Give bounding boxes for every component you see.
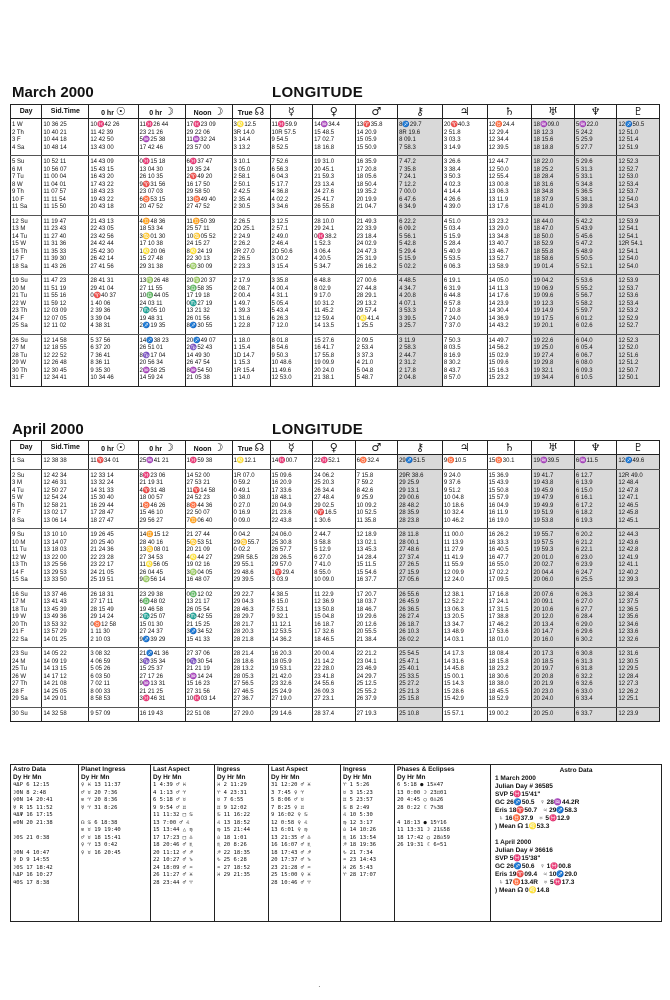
april-week-block (11, 648, 660, 708)
mercury-icon: ☿ (287, 105, 295, 118)
april-noon-cell: 22 51 08 (185, 707, 232, 722)
april-node-cell: 27 29.0 (232, 707, 270, 722)
page-mark: · (318, 982, 321, 991)
moon-icon: ☽ (164, 441, 174, 454)
april-pluto-cell: 12 38.4 12 37.5 12 36.5 12 35.6 12 34.6 12 33.6 12 32.6 (617, 588, 660, 648)
march-chiron-cell: 4 48.5 4 34.7 4 20.8 4 07.1 3 53.3 3 39.5 3 25.7 (398, 275, 443, 335)
phases-list: 6 5:18 ● 15♓47 13 0:00 ☽ 23♊01 20 4:45 ○ 0♎26 28 0:22 ☾ 7♑38 4 18:13 ● 15♈16 11 13:31 ☽ 21♋58 18 17:42 ○ 28♎59 26 19:31 ☾ 6♒51 (397, 782, 450, 848)
march-pluto-cell: 12 52.3 12 52.0 12 51.6 12 51.2 12 50.7 12 50.1 (617, 334, 660, 386)
march-neptune-header (574, 105, 617, 119)
march-mars-cell: 16 35.9 17 20.8 18 05.6 18 50.4 19 35.2 20 19.9 21 04.7 (355, 156, 398, 216)
april-uranus-cell: 19 55.7 19 57.5 19 59.3 20 01.0 20 02.7 20 04.4 20 06.0 (532, 529, 575, 589)
april-sun-cell: 3 08 32 4 06 59 5 05 26 6 03 50 7 02 11 8 00 33 8 58 53 (89, 648, 138, 708)
april-day-cell: 30 Su (11, 707, 42, 722)
april-mercury-cell: 4 38.5 6 15.0 7 53.1 9 32.1 11 12.1 12 53.5 14 36.2 (270, 588, 313, 648)
march-mercury-cell: 3 35.8 4 00.4 4 31.1 5 05.4 5 43.4 6 26.3 7 12.0 (270, 275, 313, 335)
april-true-node-header: True ☊ (232, 441, 270, 455)
march-jupiter-cell: 6 19.1 6 31.9 6 44.8 6 57.8 7 10.8 7 24.0 7 37.0 (442, 275, 487, 335)
march-sid-cell: 10 52 11 10 56 07 11 00 04 11 04 01 11 07 57 11 11 54 11 15 50 (42, 156, 89, 216)
march-venus-cell: 14♒34.4 15 48.5 17 02.7 18 16.8 (313, 119, 356, 156)
april-node-cell: 1♌12.1 (232, 455, 270, 470)
april-day-cell: 16 Su 17 M 18 Tu 19 W 20 Th 21 F 22 Sa (11, 588, 42, 648)
march-noon-cell: 11♊50 39 25 57 11 10♋05 52 24 15 27 8♌24 19 22 30 13 6♍30 09 (185, 215, 232, 275)
march-uranus-cell: 19 22.6 19 25.0 19 27.4 19 29.8 19 32.1 19 34.4 (532, 334, 575, 386)
march-mercury-cell: 8 01.8 8 54.6 9 50.3 10 48.6 11 49.6 12 53.0 (270, 334, 313, 386)
march-noon-cell: 17♓23 09 29 22 06 11♒32 24 23 57 00 (185, 119, 232, 156)
aspects-panel (10, 764, 662, 922)
march-moon-cell: 11♓26 44 23 21 26 5♒25 38 17 42 46 (138, 119, 185, 156)
march-saturn-cell: 14 05.0 14 11.3 14 17.6 14 23.9 14 30.4 14 36.9 14 43.2 (487, 275, 532, 335)
ingress-heading: Ingress (217, 766, 241, 773)
april-chiron-cell: 29R 38.6 29 25.9 29 13.1 29 00.6 28 48.2 28 35.9 28 23.8 (398, 469, 443, 529)
phases-heading: Phases & Eclipses (397, 766, 455, 773)
ingress-subheading: Dy Hr Mn (217, 774, 246, 781)
march-mars-cell: 13♈35.8 14 20.9 15 05.9 15 50.9 (355, 119, 398, 156)
last-aspect-heading-2: Last Aspect (271, 766, 308, 773)
ingress-list-2: ♈ 1 5:26 ♉ 3 15:23 ♊ 5 23:57 ♋ 8 2:49 ♌ 10 5:30 ♍ 12 3:17 ♎ 14 10:26 ♏ 16 13:54 ♐ 18 19:36 ♑ 21 7:34 ♒ 23 14:43 ♓ 26 5:43 ♈ 28 17:07 (343, 782, 377, 878)
march-day-cell: 19 Su 20 M 21 Tu 22 W 23 Th 24 F 25 Sa (11, 275, 42, 335)
planet-ingress-subheading: Dy Hr Mn (81, 774, 110, 781)
march-header-row (11, 105, 660, 119)
march-day-cell: 5 Su 6 M 7 Tu 8 W 9 Th 10 F 11 Sa (11, 156, 42, 216)
april-moon-cell: 16 19 43 (138, 707, 185, 722)
march-jupiter-cell: 3 26.6 3 38.4 3 50.3 4 02.3 4 14.4 4 26.6 4 39.0 (442, 156, 487, 216)
april-mars-cell: 27 19.3 (355, 707, 398, 722)
april-neptune-header (574, 441, 617, 455)
april-week-block (11, 469, 660, 529)
phases-column (395, 765, 491, 921)
march-pluto-cell: 12 52.3 12 52.7 12 53.0 12 53.4 12 53.7 12 54.0 12 54.3 (617, 156, 660, 216)
april-sid-cell: 13 10 10 13 14 07 13 18 03 13 22 00 13 25 56 13 29 53 13 33 50 (42, 529, 89, 589)
march-day-header: Day (11, 105, 42, 119)
april-chiron-cell: 25 54.5 25 47.1 25 40.1 25 33.5 25 27.2 25 21.3 25 15.8 (398, 648, 443, 708)
march-noon-cell: 20♍20 37 3♎58 35 17 19 18 0♏27 19 13 21 32 26 01 56 8♐30 55 (185, 275, 232, 335)
march-ephemeris-table (10, 104, 660, 387)
april-uranus-cell: 20 17.3 20 18.5 20 19.7 20 20.8 20 21.9 20 23.0 20 24.0 (532, 648, 575, 708)
april-chiron-cell: 26 55.6 26 45.9 26 36.5 26 27.4 26 18.7 26 10.3 26 02.2 (398, 588, 443, 648)
april-sid-cell: 14 32 58 (42, 707, 89, 722)
march-mercury-cell: 11♓59.9 10R 57.5 9 54.5 8 52.5 (270, 119, 313, 156)
mercury-icon: ☿ (287, 441, 295, 454)
march-neptune-cell: 5 29.6 5 31.3 5 33.1 5 34.8 5 36.5 5 38.1 5 39.8 (574, 156, 617, 216)
march-chiron-header (398, 105, 443, 119)
april-noon-cell: 21 27 44 5♋53 51 20 21 09 4♌44 27 19 02 16 3♍04 05 16 48 07 (185, 529, 232, 589)
astro-data-heading: Astro Data (13, 766, 46, 773)
saturn-icon: ♄ (504, 105, 515, 118)
saturn-icon: ♄ (504, 441, 515, 454)
last-aspect-subheading-2: Dy Hr Mn (271, 774, 300, 781)
march-week-block (11, 156, 660, 216)
march-uranus-header (532, 105, 575, 119)
april-title: April 2000 (12, 421, 84, 438)
march-day-cell: 26 Su 27 M 28 Tu 29 W 30 Th 31 F (11, 334, 42, 386)
april-chiron-cell: 28 11.8 28 00.1 27 48.6 27 37.4 27 26.5 27 15.9 27 05.6 (398, 529, 443, 589)
march-node-cell: 2 17.9 2 08.7 2 00.4 1 49.7 1 39.3 1 31.6 1 22.8 (232, 275, 270, 335)
april-sun-cell: 26 18 31 27 17 11 28 15 49 29 14 24 0♉12 58 1 11 30 2 10 03 (89, 588, 138, 648)
mars-icon: ♂ (371, 105, 382, 118)
april-sun-header: 0 hr ☉ (89, 441, 138, 455)
april-sun-cell: 11♈34 01 (89, 455, 138, 470)
april-uranus-cell: 19 41.7 19 43.8 19 45.9 19 47.9 19 49.9 19 51.9 19 53.8 (532, 469, 575, 529)
march-mars-cell: 27 00.6 27 44.8 28 29.1 29 13.2 29 57.4 0♌41.4 1 25.5 (355, 275, 398, 335)
april-mercury-cell: 15 09.6 16 20.9 17 33.6 18 48.1 20 04.9 21 23.6 22 43.8 (270, 469, 313, 529)
phases-subheading: Dy Hr Mn (397, 774, 426, 781)
march-mars-cell: 21 49.3 22 33.9 23 18.4 24 02.9 24 47.3 25 31.9 26 16.2 (355, 215, 398, 275)
april-header-row (11, 441, 660, 455)
jupiter-icon: ♃ (459, 105, 470, 118)
uranus-icon: ♅ (548, 441, 559, 454)
march-node-cell: 1 18.0 1 15.4 1D 14.7 1 15.3 1R 15.4 1 14.0 (232, 334, 270, 386)
april-venus-cell: 11 22.9 12 36.9 13 50.8 15 04.8 16 18.7 17 32.6 18 46.5 (313, 588, 356, 648)
april-neptune-cell: 6 30.8 6 31.3 6 31.8 6 32.2 6 32.6 6 33.0 6 33.4 (574, 648, 617, 708)
pluto-icon: ♇ (633, 105, 644, 118)
april-week-block (11, 588, 660, 648)
moon-icon: ☽ (164, 105, 174, 118)
april-sun-cell: 12 33 14 13 32 24 14 31 33 15 30 40 16 29 44 17 28 47 18 27 47 (89, 469, 138, 529)
last-aspect-column-2 (269, 765, 341, 921)
planet-ingress-heading: Planet Ingress (81, 766, 126, 773)
march-jupiter-cell: 7 50.3 8 03.5 8 16.9 8 30.2 8 43.7 8 57.0 (442, 334, 487, 386)
april-venus-header (313, 441, 356, 455)
march-saturn-cell: 12 44.7 12 50.0 12 55.4 13 00.8 13 06.3 13 11.9 13 17.6 (487, 156, 532, 216)
march-pluto-cell: 12♐50.5 12 51.0 12 51.4 12 51.9 (617, 119, 660, 156)
march-title: March 2000 (12, 84, 94, 101)
april-node-cell: 0 04.2 29♋55.7 0 02.2 29R 58.5 29 55.1 29 48.6 29 39.5 (232, 529, 270, 589)
venus-icon: ♀ (329, 441, 338, 454)
march-uranus-cell: 18 44.0 18 47.0 18 50.0 18 52.9 18 55.8 18 58.6 19 01.4 (532, 215, 575, 275)
march-saturn-cell: 14 49.7 14 56.2 15 02.9 15 09.6 15 16.3 15 23.2 (487, 334, 532, 386)
april-chiron-header (398, 441, 443, 455)
april-longitude-title: LONGITUDE (272, 421, 364, 438)
march-jupiter-header (442, 105, 487, 119)
april-day-cell: 23 Su 24 M 25 Tu 26 W 27 Th 28 F 29 Sa (11, 648, 42, 708)
april-ephemeris-table (10, 440, 660, 722)
april-week-block (11, 529, 660, 589)
april-uranus-cell: 20 07.6 20 09.1 20 10.6 20 12.0 20 13.4 20 14.7 20 16.0 (532, 588, 575, 648)
april-pluto-cell: 12 23.9 (617, 707, 660, 722)
april-jupiter-cell: 9 24.0 9 37.6 9 51.2 10 04.8 10 18.6 10 32.4 10 46.2 (442, 469, 487, 529)
april-moon-header: 0 hr ☽ (138, 441, 185, 455)
april-uranus-header (532, 441, 575, 455)
april-mercury-cell: 14♓00.7 (270, 455, 313, 470)
april-mars-cell: 12 18.9 13 02.1 13 45.3 14 28.4 15 11.5 15 54.6 16 37.7 (355, 529, 398, 589)
april-pluto-cell: 12R 49.0 12 48.4 12 47.8 12 47.1 12 46.5 12 45.8 12 45.1 (617, 469, 660, 529)
march-mercury-cell: 3 12.5 2 57.1 2 49.0 2 46.4 2D 50.6 3 00.2 3 15.4 (270, 215, 313, 275)
uranus-icon: ♅ (548, 105, 559, 118)
march-noon-cell: 6♓37 47 19 35 24 2♈49 20 16 17 50 29 58 50 13♉49 40 27 47 52 (185, 156, 232, 216)
april-moon-cell: 25♒41 21 (138, 455, 185, 470)
april-jupiter-cell: 14 17.3 14 31.6 14 45.8 15 00.1 15 14.3 15 28.6 15 42.9 (442, 648, 487, 708)
march-pluto-cell: 12 53.9 12 53.7 12 53.6 12 53.4 12 53.2 12 52.9 12 52.7 (617, 275, 660, 335)
april-pluto-cell: 12 44.3 12 43.6 12 42.8 12 41.9 12 41.1 12 40.2 12 39.3 (617, 529, 660, 589)
march-sun-cell: 14 43 09 15 43 15 16 43 20 17 43 22 18 43 23 19 43 22 20 43 18 (89, 156, 138, 216)
ingress-column (215, 765, 269, 921)
march-mercury-header (270, 105, 313, 119)
april-saturn-cell: 15 36.9 15 43.9 15 50.8 15 57.9 16 04.9 16 11.9 16 19.0 (487, 469, 532, 529)
april-jupiter-cell: 9♉10.5 (442, 455, 487, 470)
april-node-cell: 28 21.4 28 18.6 28 13.2 28 05.3 27 56.5 27 46.5 27 36.7 (232, 648, 270, 708)
april-jupiter-header (442, 441, 487, 455)
planet-ingress-column (79, 765, 151, 921)
march-chiron-cell: 8♐29.7 8R 19.6 8 09.1 7 58.3 (398, 119, 443, 156)
march-day-cell: 12 Su 13 M 14 Tu 15 W 16 Th 17 F 18 Sa (11, 215, 42, 275)
april-neptune-cell: 6♒11.5 (574, 455, 617, 470)
april-saturn-cell: 17 16.8 17 24.1 17 31.5 17 38.8 17 46.2 17 53.6 18 01.0 (487, 588, 532, 648)
april-mercury-cell: 16 20.3 18 05.9 19 53.1 21 42.0 23 32.6 25 24.9 27 19.0 (270, 648, 313, 708)
march-noon-moon-header: Noon ☽ (185, 105, 232, 119)
april-chiron-cell: 25 10.8 (398, 707, 443, 722)
march-venus-cell: 28 10.0 29 24.1 0♓38.2 1 52.3 3 06.4 4 20.5 5 34.7 (313, 215, 356, 275)
ingress-column-2 (341, 765, 395, 921)
april-venus-cell: 28 37.4 (313, 707, 356, 722)
pluto-icon: ♇ (633, 441, 644, 454)
march-week-block (11, 119, 660, 156)
march-sid-cell: 11 19 47 11 23 43 11 27 40 11 31 36 11 35 33 11 39 30 11 43 26 (42, 215, 89, 275)
march-mercury-cell: 7 52.6 6 56.3 6 04.3 5 17.7 4 36.8 4 02.2 3 34.6 (270, 156, 313, 216)
mars-icon: ♂ (371, 441, 382, 454)
april-sun-cell: 19 26 45 20 25 40 21 24 36 22 23 28 23 22 17 24 21 05 25 19 51 (89, 529, 138, 589)
april-saturn-cell: 19 00.2 (487, 707, 532, 722)
march-saturn-cell: 13 23.2 13 29.0 13 34.8 13 40.7 13 46.7 13 52.7 13 58.9 (487, 215, 532, 275)
april-mercury-cell: 24 06.0 25 30.8 26 57.7 28 26.5 29 57.0 1♈29.4 3 03.9 (270, 529, 313, 589)
april-saturn-header (487, 441, 532, 455)
april-saturn-cell: 16 26.2 16 33.3 16 40.5 16 47.7 16 55.0 17 02.2 17 09.5 (487, 529, 532, 589)
april-mars-cell: 17 20.7 18 03.7 18 46.7 19 29.6 20 12.6 20 55.5 21 38.4 (355, 588, 398, 648)
april-sun-cell: 9 57 09 (89, 707, 138, 722)
venus-icon: ♀ (329, 105, 338, 118)
last-aspect-heading: Last Aspect (153, 766, 190, 773)
march-week-block (11, 275, 660, 335)
march-saturn-header (487, 105, 532, 119)
neptune-icon: ♆ (590, 441, 601, 454)
march-node-cell: 3 10.1 3 05.0 2 58.1 2 50.1 2 42.5 2 35.4 2 30.5 (232, 156, 270, 216)
last-aspect-subheading: Dy Hr Mn (153, 774, 182, 781)
neptune-icon: ♆ (590, 105, 601, 118)
march-sun-cell: 28 41 31 29 41 04 0♈40 37 1 40 06 2 39 36 3 39 04 4 38 31 (89, 275, 138, 335)
april-venus-cell: 22♓52.1 (313, 455, 356, 470)
april-day-cell: 2 Su 3 M 4 Tu 5 W 6 Th 7 F 8 Sa (11, 469, 42, 529)
april-noon-cell: 0♎12 02 13 21 17 26 05 54 8♏42 55 21 15 25 3♐34 52 15 41 33 (185, 588, 232, 648)
april-venus-cell: 2 44.7 3 58.8 5 12.9 6 27.0 7 41.0 8 55.0 10 09.0 (313, 529, 356, 589)
march-sun-header: 0 hr ☉ (89, 105, 138, 119)
sun-icon: ☉ (115, 441, 126, 454)
march-node-cell: 3♌12.5 3R 14.0 3 14.4 3 13.2 (232, 119, 270, 156)
march-moon-cell: 14♐38 23 26 51 01 8♑17 04 20 56 34 2♒58 25 14 59 24 (138, 334, 185, 386)
march-chiron-cell: 7 47.2 7 35.8 7 24.1 7 12.2 7 00.0 6 47.6 6 34.9 (398, 156, 443, 216)
april-week-block (11, 455, 660, 470)
march-uranus-cell: 18 22.0 18 25.2 18 28.4 18 31.6 18 34.8 18 37.9 18 41.0 (532, 156, 575, 216)
last-aspect-column (151, 765, 215, 921)
april-venus-cell: 24 06.2 25 20.3 26 34.4 27 48.4 29 02.5 0♈16.5 1 30.6 (313, 469, 356, 529)
march-chiron-cell: 3 11.9 2 58.3 2 44.7 2 31.2 2 17.8 2 04.8 (398, 334, 443, 386)
april-moon-cell: 21♐41 36 3♑35 34 15 25 37 27 17 26 9♒13 31 21 21 25 3♓46 31 (138, 648, 185, 708)
march-pluto-header (617, 105, 660, 119)
sun-icon: ☉ (115, 105, 126, 118)
astro-data-list: ♃ΔP 6 12:15 ☽0N 8 2:48 ♀0N 14 20:41 ☿ R 15 11:52 ♃ΔΨ 16 17:15 ⊙0N 20 21:38 ☽0S 21 0:38 ☽0N 4 10:47 ☿ D 9 14:55 ☽0S 17 18:42 ♄ΔP 16 10:27 ♃0S 17 8:38 (13, 782, 53, 886)
march-sidereal-time-header: Sid.Time (42, 105, 89, 119)
march-venus-cell: 19 31.0 20 45.1 21 59.3 23 13.4 24 27.6 25 41.7 26 55.8 (313, 156, 356, 216)
astro-summary-text: 1 March 2000 Julian Day # 36585 SVP 5♓15'41" GC 26♐50.5 ♀ 28♒44.2R Eris 18♈50.7 ♃ 29♐58.3 ♄ 16♉37.9 ♅ 5♓12.9 ) Mean ☊ 1♌53.3 1 April 2000 Julian Day # 36616 SVP 5♓15'38" GC 26♐50.6 ♀ 1♓00.8 Eris 19♈09.4 ♃ 10♐29.0 ♄ 17♉13.4R ♅ 5♓17.3 ) Mean ☊ 0♌14.8 (495, 775, 580, 894)
march-sun-cell: 10♓42 26 11 42 39 12 42 50 13 43 00 (89, 119, 138, 156)
ingress-heading-2: Ingress (343, 766, 367, 773)
april-mercury-header (270, 441, 313, 455)
april-mars-cell: 7 15.8 7 59.2 8 42.6 9 25.9 10 09.2 10 52.5 11 35.8 (355, 469, 398, 529)
april-neptune-cell: 6 12.7 6 13.9 6 15.0 6 16.1 6 17.2 6 18.2 6 19.3 (574, 469, 617, 529)
noon-moon-icon: ☽ (213, 441, 224, 454)
april-venus-cell: 20 00.4 21 14.2 22 28.0 23 41.8 24 55.6 26 09.3 27 23.1 (313, 648, 356, 708)
april-node-cell: 29 22.7 29 04.3 28 46.3 28 29.7 28 21.7 28 20.3 28 21.8 (232, 588, 270, 648)
jupiter-icon: ♃ (459, 441, 470, 454)
planet-ingress-list: ♀ ♓ 13 11:37 ♂ ♉ 20 7:36 ⊙ ♈ 20 8:36 ☿ ♈ 31 8:26 ☊ ♋ 6 18:38 ⊙ ♉ 19 19:40 ♂ ♉ 18 15:41 ♀ ♈ 13 0:42 ♀ ♉ 16 20:45 (81, 782, 121, 856)
april-moon-cell: 14♊15 12 28 40 16 13♋08 01 27 34 53 11♌56 05 26 04 45 9♍56 14 (138, 529, 185, 589)
april-uranus-cell: 19♒39.5 (532, 455, 575, 470)
march-week-block (11, 334, 660, 386)
last-aspect-list: 1 4:39 ♂ ♓ 4 1:13 ♂ ♈ 6 5:18 ♂ ♉ 9 9:54 ♂ ♊ 11 11:32 □ ♋ 13 7:00 ♂ ♌ 15 13:44 △ ♍ 17 17:23 □ ♎ 18 20:46 ♂ ♏ 20 11:12 ♂ ♐ 22 10:27 ♂ ♑ 24 18:09 ♂ ♒ 26 11:27 ♂ ♓ 28 23:44 ♂ ♈ (153, 782, 193, 886)
march-chiron-cell: 6 22.2 6 09.2 5 56.1 5 42.8 5 29.4 5 15.9 5 02.2 (398, 215, 443, 275)
april-pluto-cell: 12♐49.6 (617, 455, 660, 470)
april-body (11, 455, 660, 722)
april-mars-cell: 22 21.2 23 04.1 23 46.9 24 29.7 25 12.5 25 55.2 26 37.9 (355, 648, 398, 708)
april-uranus-cell: 20 25.0 (532, 707, 575, 722)
april-mercury-cell: 29 14.6 (270, 707, 313, 722)
april-neptune-cell: 6 26.3 6 27.0 6 27.7 6 28.4 6 29.0 6 29.6 6 30.2 (574, 588, 617, 648)
april-day-cell: 9 Su 10 M 11 Tu 12 W 13 Th 14 F 15 Sa (11, 529, 42, 589)
april-sidereal-time-header: Sid.Time (42, 441, 89, 455)
april-saturn-cell: 15♉30.1 (487, 455, 532, 470)
march-moon-cell: 4♊48 36 18 53 34 3♋01 30 17 10 38 1♌20 06 15 27 48 29 31 38 (138, 215, 185, 275)
march-pluto-cell: 12 53.9 12 54.1 12 54.1 12R 54.1 12 54.1 12 54.0 12 54.0 (617, 215, 660, 275)
march-jupiter-cell: 4 51.0 5 03.4 5 15.9 5 28.4 5 40.9 5 53.5 6 06.3 (442, 215, 487, 275)
april-jupiter-cell: 11 00.0 11 13.9 11 27.9 11 41.9 11 55.9 12 09.9 12 24.0 (442, 529, 487, 589)
april-moon-cell: 23 29 38 6♎48 02 19 46 58 2♏25 07 15 01 30 27 24 37 9♐39 29 (138, 588, 185, 648)
march-saturn-cell: 12♉24.4 12 29.4 12 34.4 12 39.5 (487, 119, 532, 156)
april-mars-header (355, 441, 398, 455)
april-saturn-cell: 18 08.4 18 15.8 18 23.2 18 30.6 18 38.0 18 45.5 18 52.9 (487, 648, 532, 708)
astro-data-column (11, 765, 79, 921)
march-true-node-header: True ☊ (232, 105, 270, 119)
march-sun-cell: 5 37 56 6 37 20 7 36 41 8 36 11 9 35 30 10 34 46 (89, 334, 138, 386)
april-noon-moon-header: Noon ☽ (185, 441, 232, 455)
chiron-icon: ⚷ (415, 441, 424, 454)
march-neptune-cell: 6 04.0 6 05.4 6 06.7 6 08.0 6 09.3 6 10.5 (574, 334, 617, 386)
true-node-icon: ☊ (254, 105, 265, 118)
march-moon-cell: 13♍26 48 27 11 55 10♎44 05 24 03 11 7♏05 10 19 48 31 2♐19 35 (138, 275, 185, 335)
true-node-icon: ☊ (254, 441, 265, 454)
april-sid-cell: 14 05 22 14 09 19 14 13 15 14 17 12 14 21 08 14 25 05 14 29 01 (42, 648, 89, 708)
march-neptune-cell: 5 53.6 5 55.2 5 56.7 5 58.2 5 59.7 6 01.2 6 02.6 (574, 275, 617, 335)
april-sid-cell: 12 42 34 12 46 31 12 50 27 12 54 24 12 58 21 13 02 17 13 06 14 (42, 469, 89, 529)
march-venus-cell: 15 27.6 16 41.7 17 55.8 19 09.9 20 24.0 21 38.1 (313, 334, 356, 386)
april-jupiter-cell: 12 38.1 12 52.2 13 06.3 13 20.5 13 34.7 13 48.9 14 03.1 (442, 588, 487, 648)
april-sid-cell: 13 37 46 13 41 43 13 45 39 13 49 36 13 53 32 13 57 29 14 01 25 (42, 588, 89, 648)
april-noon-cell: 27 37 06 9♑30 54 21 21 19 3♒14 24 15 16 23 27 31 56 10♓03 14 (185, 648, 232, 708)
march-week-block (11, 215, 660, 275)
april-day-header: Day (11, 441, 42, 455)
march-uranus-cell: 18♒09.0 18 12.3 18 15.6 18 18.8 (532, 119, 575, 156)
ingress-list: ♓ 2 11:29 ♈ 4 23:31 ♉ 7 6:55 ♊ 9 12:02 ♋ 11 16:22 ♌ 13 18:52 ♍ 15 21:44 ♎ 18 1:01 ♏ 20 8:26 ♐ 22 18:35 ♑ 25 6:28 ♒ 27 18:52 ♓ 29 21:35 (217, 782, 251, 878)
march-sid-cell: 10 36 25 10 40 21 10 44 18 10 48 14 (42, 119, 89, 156)
march-jupiter-cell: 20♈40.3 2 51.8 3 03.3 3 14.9 (442, 119, 487, 156)
astro-summary-heading: Astro Data (559, 767, 593, 774)
astro-data-subheading: Dy Hr Mn (13, 774, 42, 781)
april-neptune-cell: 6 33.7 (574, 707, 617, 722)
march-venus-cell: 6 48.8 8 02.9 9 17.0 10 31.2 11 45.2 12 59.4 14 13.5 (313, 275, 356, 335)
april-chiron-cell: 29♐51.5 (398, 455, 443, 470)
march-uranus-cell: 19 04.2 19 06.9 19 09.6 19 12.3 19 14.9 19 17.5 19 20.1 (532, 275, 575, 335)
ingress-subheading-2: Dy Hr Mn (343, 774, 372, 781)
march-sid-cell: 12 14 58 12 18 55 12 22 52 12 26 48 12 30 45 12 34 41 (42, 334, 89, 386)
march-mars-header (355, 105, 398, 119)
march-moon-header: 0 hr ☽ (138, 105, 185, 119)
march-noon-cell: 20♐49 07 2♑52 43 14 49 30 26 47 54 8♒54 50 21 05 38 (185, 334, 232, 386)
april-moon-cell: 8♓23 06 21 19 31 4♈31 48 18 00 57 1♉46 26 15 46 10 29 56 27 (138, 469, 185, 529)
march-sun-cell: 21 43 13 22 43 05 23 42 56 24 42 44 25 42 30 26 42 14 27 41 56 (89, 215, 138, 275)
march-neptune-cell: 5♒22.0 5 24.2 5 25.9 5 27.7 (574, 119, 617, 156)
march-moon-cell: 0♓15 18 13 04 30 26 10 35 9♈31 56 23 07 03 6♉53 15 20 47 52 (138, 156, 185, 216)
april-noon-cell: 1♓59 38 (185, 455, 232, 470)
last-aspect-list-2: 31 12:20 ♂ ♓ 3 7:45 ♀ ♈ 5 8:06 ♂ ♉ 7 8:25 ♀ ♊ 9 16:02 ♀ ♋ 12 0:58 ♀ ♌ 13 6:01 ♀ ♍ 13 21:35 ♂ ♎ 16 16:07 ♂ ♏ 18 17:43 ♂ ♐ 20 17:37 ♂ ♑ 23 21:28 ♂ ♒ 25 15:00 ♀ ♓ 28 10:46 ♂ ♈ (271, 782, 311, 886)
march-neptune-cell: 5 42.2 5 43.9 5 45.6 5 47.2 5 48.9 5 50.5 5 52.1 (574, 215, 617, 275)
march-body (11, 119, 660, 387)
march-node-cell: 2 26.5 2D 25.1 2 24.9 2 26.2 2R 27.0 2 26.5 2 23.3 (232, 215, 270, 275)
april-pluto-cell: 12 31.6 12 30.5 12 29.5 12 28.4 12 27.3 12 26.2 12 25.1 (617, 648, 660, 708)
april-mars-cell: 6♉32.4 (355, 455, 398, 470)
april-day-cell: 1 Sa (11, 455, 42, 470)
march-mars-cell: 2 09.5 2 53.4 3 37.3 4 21.0 5 04.8 5 48.7 (355, 334, 398, 386)
april-jupiter-cell: 15 57.1 (442, 707, 487, 722)
april-week-block (11, 707, 660, 722)
chiron-icon: ⚷ (415, 105, 424, 118)
march-day-cell: 1 W 2 Th 3 F 4 Sa (11, 119, 42, 156)
march-sid-cell: 11 47 23 11 51 19 11 55 16 11 59 12 12 03 09 12 07 05 12 11 02 (42, 275, 89, 335)
april-pluto-header (617, 441, 660, 455)
april-neptune-cell: 6 20.2 6 21.2 6 22.1 6 23.0 6 23.9 6 24.7 6 25.5 (574, 529, 617, 589)
april-sid-cell: 12 38 38 (42, 455, 89, 470)
astro-data-summary (491, 765, 661, 921)
march-venus-header (313, 105, 356, 119)
april-node-cell: 1R 07.0 0 59.2 0 49.1 0 38.0 0 27.0 0 16.9 0 09.0 (232, 469, 270, 529)
april-noon-cell: 14 52 00 27 53 21 11♈14 58 24 52 23 8♉44 36 22 50 07 7♊06 40 (185, 469, 232, 529)
noon-moon-icon: ☽ (213, 105, 224, 118)
march-longitude-title: LONGITUDE (272, 84, 364, 101)
